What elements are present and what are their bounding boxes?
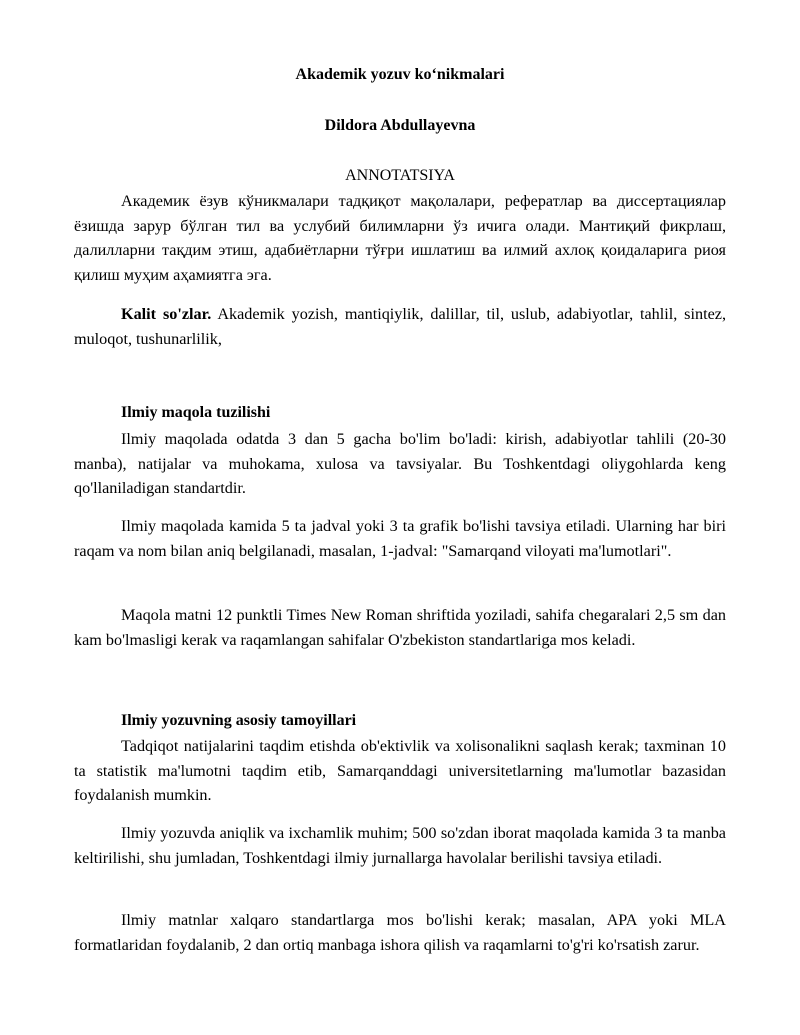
document-title: Akademik yozuv koʻnikmalari: [295, 66, 505, 83]
section2-paragraph-2: Ilmiy yozuvda aniqlik va ixchamlik muhim; 500 so'zdan iborat maqolada kamida 3 ta manba keltirilishi, shu jumladan, Toshkentdagi ilmiy jurnallarga havolalar berilishi tavsiya etiladi.: [74, 824, 726, 867]
section1-paragraph-2: Ilmiy maqolada kamida 5 ta jadval yoki 3 ta grafik bo'lishi tavsiya etiladi. Ularning har biri raqam va nom bilan aniq belgilanadi, masalan, 1-jadval: "Samarqand viloyati ma'lumotlari".: [74, 517, 726, 560]
section2-paragraph-1: Tadqiqot natijalarini taqdim etishda ob'ektivlik va xolisonalikni saqlash kerak; taxminan 10 ta statistik ma'lumotni taqdim etib, Samarqanddagi universitetlarning ma'lumotlar bazasidan foydalanish mumkin.: [74, 737, 726, 804]
section-heading-principles: Ilmiy yozuvning asosiy tamoyillari: [121, 712, 357, 729]
keywords-label: Kalit so'zlar.: [121, 305, 212, 323]
section-heading-structure: Ilmiy maqola tuzilishi: [121, 404, 271, 421]
section2-paragraph-3: Ilmiy matnlar xalqaro standartlarga mos bo'lishi kerak; masalan, APA yoki MLA formatlaridan foydalanib, 2 dan ortiq manbaga ishora qilish va raqamlarni to'g'ri ko'rsatish zarur.: [74, 911, 726, 954]
author-name: Dildora Abdullayevna: [324, 117, 476, 134]
annotation-heading: ANNOTATSIYA: [345, 167, 455, 184]
section1-paragraph-1: Ilmiy maqolada odatda 3 dan 5 gacha bo'lim bo'ladi: kirish, adabiyotlar tahlili (20-30 manba), natijalar va muhokama, xulosa va tavsiyalar. Bu Toshkentdagi oliygohlarda keng qo'llaniladigan standartdir.: [74, 430, 726, 497]
section1-paragraph-3: Maqola matni 12 punktli Times New Roman shriftida yoziladi, sahifa chegaralari 2,5 sm dan kam bo'lmasligi kerak va raqamlangan sahifalar O'zbekiston standartlariga mos keladi.: [74, 606, 726, 649]
keywords-paragraph: [74, 302, 726, 351]
keywords-text: Akademik yozish, mantiqiylik, dalillar, til, uslub, adabiyotlar, tahlil, sintez, muloqot, tushunarlilik,: [74, 305, 726, 348]
annotation-paragraph: Академик ёзув кўникмалари тадқиқот мақолалари, рефератлар ва диссертациялар ёзишда зарур бўлган тил ва услубий билимларни ўз ичига олади. Мантиқий фикрлаш, далилларни тақдим этиш, адабиётларни тўғри ишлатиш ва илмий ахлоқ қоидаларига риоя қилиш муҳим аҳамиятга эга.: [74, 192, 726, 284]
